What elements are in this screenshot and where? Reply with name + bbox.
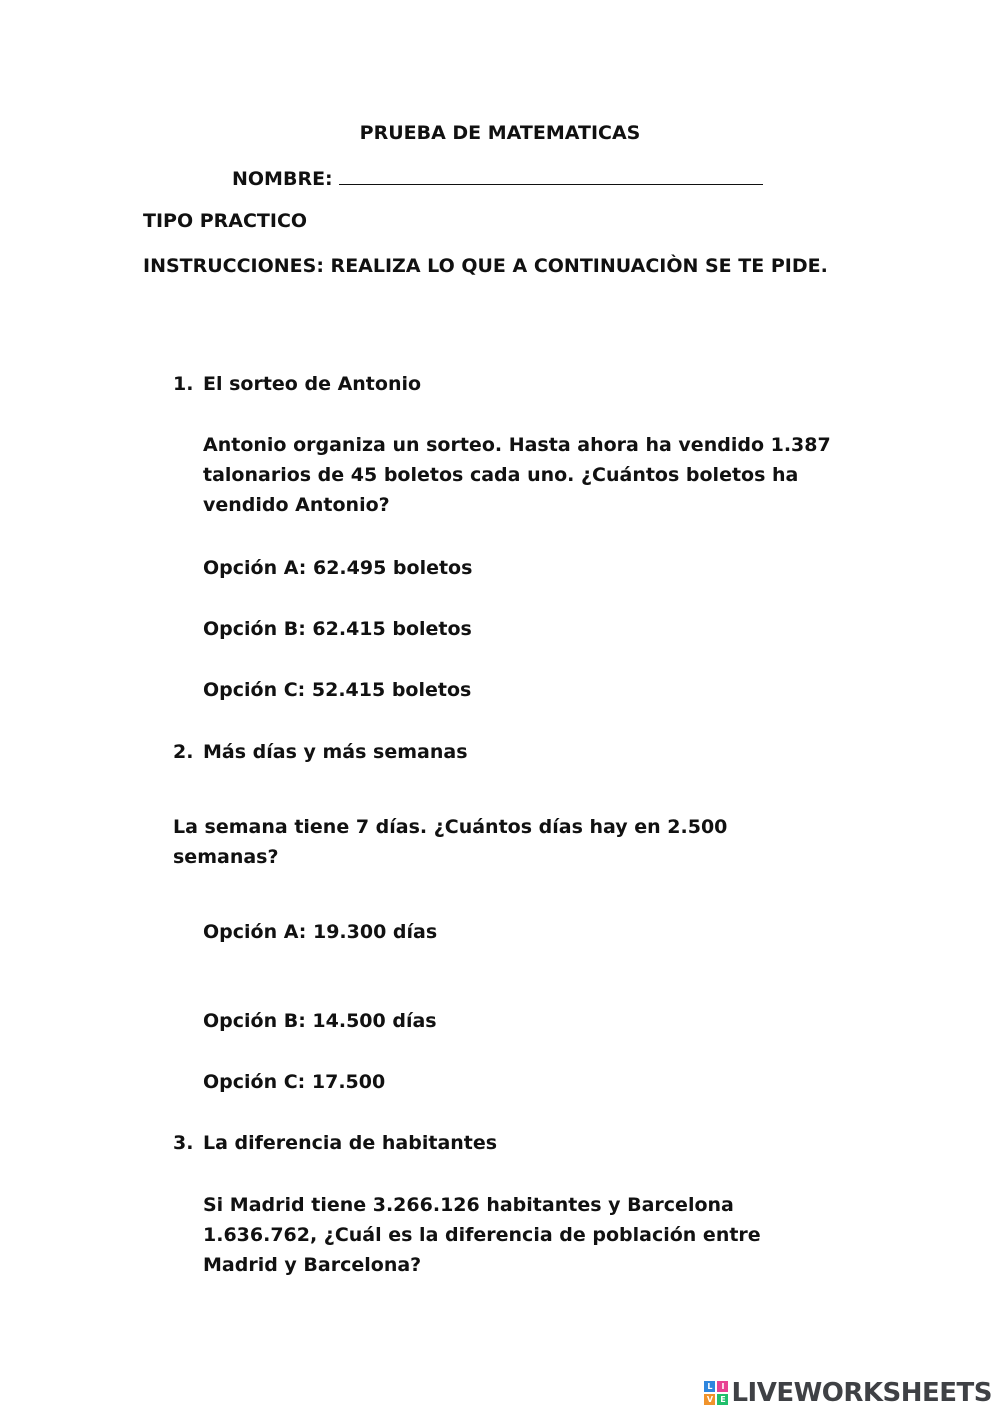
name-label: NOMBRE:	[232, 168, 333, 190]
badge-letter: I	[717, 1381, 728, 1392]
question-number: 1.	[173, 373, 194, 395]
option-b[interactable]: Opción B: 62.415 boletos	[203, 618, 472, 640]
instructions: INSTRUCCIONES: REALIZA LO QUE A CONTINUACIÒN SE TE PIDE.	[143, 255, 828, 277]
question-text: Antonio organiza un sorteo. Hasta ahora ha vendido 1.387 talonarios de 45 boletos cada uno. ¿Cuántos boletos ha vendido Antonio?	[203, 434, 831, 516]
question-heading: El sorteo de Antonio	[203, 373, 422, 395]
badge-letter: E	[717, 1394, 728, 1405]
option-b[interactable]: Opción B: 14.500 días	[203, 1010, 437, 1032]
logo-badge-icon	[704, 1381, 728, 1405]
question-heading: Más días y más semanas	[203, 741, 468, 763]
question-heading: La diferencia de habitantes	[203, 1132, 498, 1154]
question-number: 2.	[173, 741, 194, 763]
logo-text: LIVEWORKSHEETS	[731, 1378, 992, 1408]
name-blank-line[interactable]	[339, 163, 763, 185]
badge-letter: L	[704, 1381, 715, 1392]
question-text: Si Madrid tiene 3.266.126 habitantes y Barcelona 1.636.762, ¿Cuál es la diferencia de población entre Madrid y Barcelona?	[203, 1194, 761, 1276]
option-c[interactable]: Opción C: 17.500	[203, 1071, 386, 1093]
option-a[interactable]: Opción A: 19.300 días	[203, 921, 438, 943]
option-a[interactable]: Opción A: 62.495 boletos	[203, 557, 473, 579]
type-label: TIPO PRACTICO	[143, 210, 308, 232]
page-title: PRUEBA DE MATEMATICAS	[359, 122, 641, 144]
badge-letter: V	[704, 1394, 715, 1405]
question-number: 3.	[173, 1132, 194, 1154]
liveworksheets-logo	[704, 1374, 992, 1412]
name-field	[232, 163, 763, 194]
question-text: La semana tiene 7 días. ¿Cuántos días hay en 2.500 semanas?	[173, 816, 728, 868]
option-c[interactable]: Opción C: 52.415 boletos	[203, 679, 472, 701]
